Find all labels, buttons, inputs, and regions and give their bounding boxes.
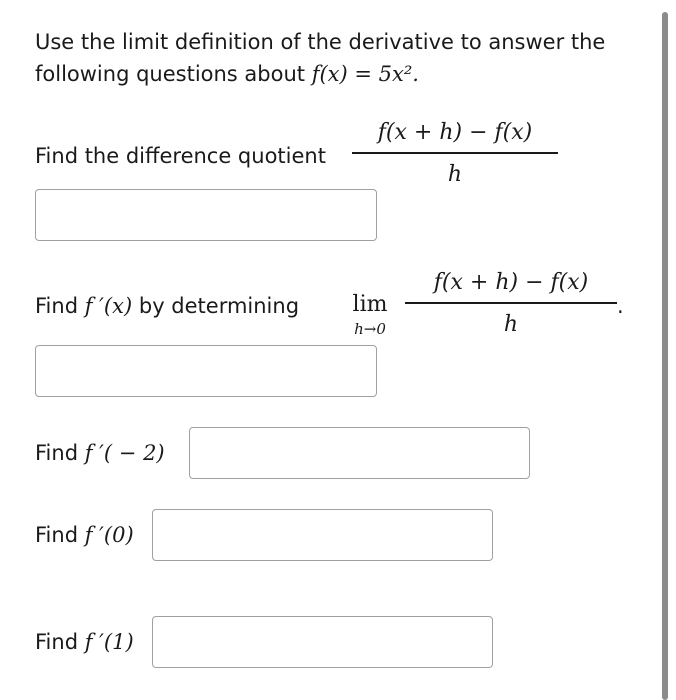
part2-label-math: f ′(x): [84, 294, 133, 318]
part2-period: .: [617, 294, 624, 318]
intro-text-2: following questions about: [35, 62, 306, 86]
part1-fraction: [352, 118, 558, 190]
part1-label: Find the difference quotient: [35, 144, 326, 168]
part4-answer-input[interactable]: [152, 509, 493, 561]
part1-fraction-denominator: h: [447, 161, 463, 187]
part2-label-prefix: Find: [35, 294, 79, 318]
part5-label: [35, 626, 134, 658]
part3-label-math: f ′( − 2): [84, 441, 165, 465]
part1-answer-input[interactable]: [35, 189, 377, 241]
part2-answer-input[interactable]: [35, 345, 377, 397]
part4-label: [35, 519, 134, 551]
part2-limit-subscript: h→0: [354, 320, 386, 338]
part2-fraction-numerator: f(x + h) − f(x): [433, 270, 589, 295]
part2-fraction-bar: [405, 302, 617, 304]
part5-label-math: f ′(1): [84, 630, 134, 654]
scrollbar[interactable]: [662, 12, 668, 700]
part2-label-suffix: by determining: [138, 294, 300, 318]
part5-label-prefix: Find: [35, 630, 79, 654]
part2-label: [35, 290, 299, 322]
intro-line-2: [35, 58, 419, 90]
part1-fraction-bar: [352, 152, 558, 154]
intro-line-1: [35, 26, 605, 58]
part2-fraction: [405, 268, 617, 340]
part5-answer-input[interactable]: [152, 616, 493, 668]
part3-answer-input[interactable]: [189, 427, 530, 479]
part2-limit: [340, 290, 400, 338]
part4-label-prefix: Find: [35, 523, 79, 547]
part3-label-prefix: Find: [35, 441, 79, 465]
part3-label: [35, 437, 165, 469]
part4-label-math: f ′(0): [84, 523, 134, 547]
part2-fraction-denominator: h: [503, 311, 519, 337]
intro-text-1: Use the limit definition of the derivative to answer the: [35, 30, 606, 54]
part2-limit-word: lim: [352, 292, 388, 317]
part1-fraction-numerator: f(x + h) − f(x): [377, 120, 533, 145]
function-expression: f(x) = 5x².: [311, 62, 419, 86]
